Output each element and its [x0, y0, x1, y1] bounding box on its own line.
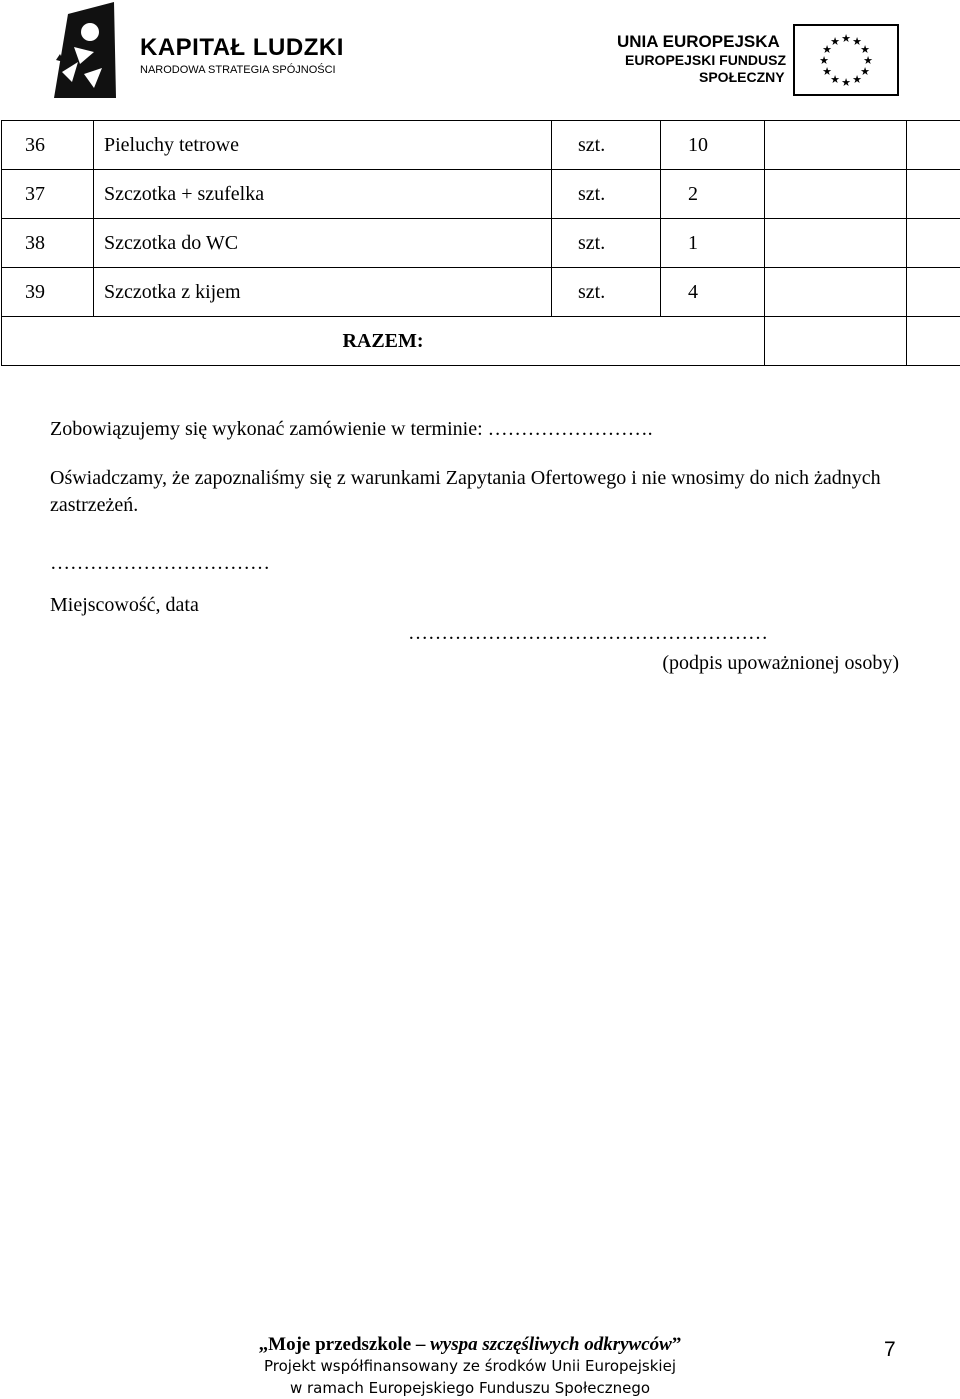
item-name: Szczotka z kijem [94, 268, 552, 317]
item-quantity: 4 [661, 268, 765, 317]
item-quantity: 10 [661, 121, 765, 170]
item-unit: szt. [552, 170, 661, 219]
total-row [2, 317, 960, 366]
date-place-label: Miejscowość, data [50, 594, 199, 616]
footer-fund-line: w ramach Europejskiego Funduszu Społecznego [289, 1379, 651, 1397]
empty-cell-2 [907, 219, 960, 268]
page-number: 7 [884, 1338, 896, 1361]
row-number: 38 [2, 219, 94, 268]
svg-text:★: ★ [830, 73, 840, 86]
empty-cell-1 [765, 121, 907, 170]
table-row [2, 268, 960, 317]
signature-dots: ……………………………………………… [408, 622, 768, 644]
item-quantity: 1 [661, 219, 765, 268]
item-unit: szt. [552, 219, 661, 268]
svg-text:★: ★ [819, 54, 829, 67]
svg-text:★: ★ [852, 35, 862, 48]
items-table [1, 120, 960, 366]
item-unit: szt. [552, 268, 661, 317]
svg-text:★: ★ [860, 43, 870, 56]
empty-cell-2 [907, 121, 960, 170]
total-label: RAZEM: [2, 317, 765, 366]
kapital-ludzki-subtitle: NARODOWA STRATEGIA SPÓJNOŚCI [140, 64, 336, 76]
table-row [2, 219, 960, 268]
item-name: Pieluchy tetrowe [94, 121, 552, 170]
eu-logo-line1: UNIA EUROPEJSKA [617, 32, 780, 51]
footer-project-title [0, 1334, 940, 1356]
eu-stars-flag-icon [793, 24, 899, 96]
table-row [2, 170, 960, 219]
svg-text:★: ★ [822, 65, 832, 78]
item-quantity: 2 [661, 170, 765, 219]
footer-project-italic: wyspa szczęśliwych odkrywców [430, 1334, 672, 1355]
footer-funding-line: Projekt współfinansowany ze środków Unii Europejskiej [264, 1357, 676, 1375]
row-number: 36 [2, 121, 94, 170]
empty-cell-1 [765, 170, 907, 219]
item-name: Szczotka + szufelka [94, 170, 552, 219]
date-place-dots: …………………………… [50, 552, 270, 574]
eu-logo [615, 24, 900, 96]
svg-text:★: ★ [863, 54, 873, 67]
deadline-statement: Zobowiązujemy się wykonać zamówienie w terminie: ……………………. [50, 418, 653, 440]
svg-text:★: ★ [860, 65, 870, 78]
kapital-ludzki-title: KAPITAŁ LUDZKI [140, 34, 344, 61]
empty-cell-2 [907, 170, 960, 219]
eu-logo-line3: SPOŁECZNY [699, 69, 785, 85]
item-unit: szt. [552, 121, 661, 170]
footer-project-suffix: ” [671, 1334, 682, 1355]
signature-label: (podpis upoważnionej osoby) [662, 652, 899, 674]
kapital-ludzki-logo [50, 2, 370, 98]
eu-logo-line2: EUROPEJSKI FUNDUSZ [625, 52, 787, 68]
table-row [2, 121, 960, 170]
empty-cell-2 [907, 268, 960, 317]
total-cell-1 [765, 317, 907, 366]
svg-text:★: ★ [841, 32, 851, 45]
row-number: 39 [2, 268, 94, 317]
terms-statement: Oświadczamy, że zapoznaliśmy się z warunkami Zapytania Ofertowego i nie wnosimy do nich żadnych zastrzeżeń. [50, 467, 881, 516]
svg-text:★: ★ [822, 43, 832, 56]
empty-cell-1 [765, 219, 907, 268]
svg-text:★: ★ [841, 76, 851, 89]
empty-cell-1 [765, 268, 907, 317]
total-cell-2 [907, 317, 960, 366]
svg-text:★: ★ [852, 73, 862, 86]
footer-project-prefix: „Moje przedszkole – [258, 1334, 431, 1355]
svg-text:★: ★ [830, 35, 840, 48]
row-number: 37 [2, 170, 94, 219]
item-name: Szczotka do WC [94, 219, 552, 268]
